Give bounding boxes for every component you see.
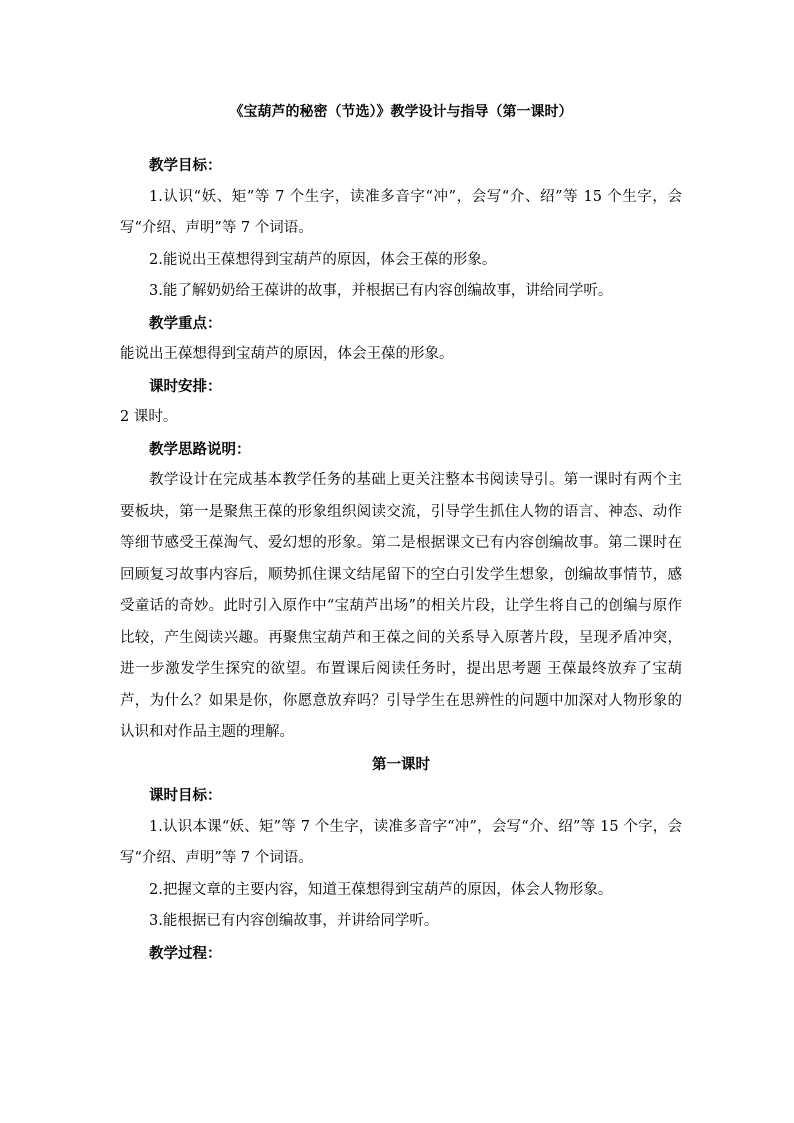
teaching-goal-item: 2.能说出王葆想得到宝葫芦的原因，体会王葆的形象。 bbox=[149, 251, 497, 268]
design-notes-text: 教学设计在完成基本教学任务的基础上更关注整本书阅读导引。第一课时有两个主要板块，第一是聚焦王葆的形象组织阅读交流，引导学生抓住人物的语言、神态、动作等细节感受王葆淘气、爱幻想的形象。第二是根据课文已有内容创编故事。第二课时在回顾复习故事内容后，顺势抓住课文结尾留下的空白引发学生想象，创编故事情节，感受童话的奇妙。此时引入原作中“宝葫芦出场”的相关片段，让学生将自己的创编与原作比较，产生阅读兴趣。再聚焦宝葫芦和王葆之间的关系导入原著片段，呈现矛盾冲突，进一步激发学生探究的欲望。布置课后阅读任务时，提出思考题 王葆最终放弃了宝葫芦，为什么？如果是你，你愿意放弃吗？引导学生在思辨性的问题中加深对人物形象的认识和对作品主题的理解。 bbox=[120, 472, 682, 740]
lesson-goal-item: 1.认识本课“妖、矩”等 7 个生字，读准多音字“冲”，会写“介、绍”等 15 个字，会写“介绍、声明”等 7 个词语。 bbox=[120, 818, 682, 866]
key-points-heading: 教学重点： bbox=[149, 314, 222, 332]
teaching-goal-item: 3.能了解奶奶给王葆讲的故事，并根据已有内容创编故事，讲给同学听。 bbox=[149, 283, 613, 299]
design-notes-heading: 教学思路说明： bbox=[149, 440, 251, 458]
key-points-text: 能说出王葆想得到宝葫芦的原因，体会王葆的形象。 bbox=[120, 346, 454, 362]
teaching-goals-heading: 教学目标： bbox=[149, 157, 222, 174]
schedule-text: 2 课时。 bbox=[120, 409, 178, 425]
teaching-goal-item: 1.认识“妖、矩”等 7 个生字，读准多音字“冲”，会写“介、绍”等 15 个生字，会写“介绍、声明”等 7 个词语。 bbox=[120, 188, 682, 236]
teaching-process-heading: 教学过程： bbox=[149, 944, 222, 962]
document-body bbox=[120, 98, 682, 969]
lesson-goal-item: 2.把握文章的主要内容，知道王葆想得到宝葫芦的原因，体会人物形象。 bbox=[149, 881, 613, 898]
lesson-goal-item: 3.能根据已有内容创编故事，并讲给同学听。 bbox=[149, 913, 439, 929]
section-title: 第一课时 bbox=[372, 755, 430, 773]
lesson-goals-heading: 课时目标： bbox=[149, 787, 222, 804]
document-title: 《宝葫芦的秘密（节选）》教学设计与指导（第一课时） bbox=[229, 104, 573, 120]
schedule-heading: 课时安排： bbox=[149, 377, 222, 395]
